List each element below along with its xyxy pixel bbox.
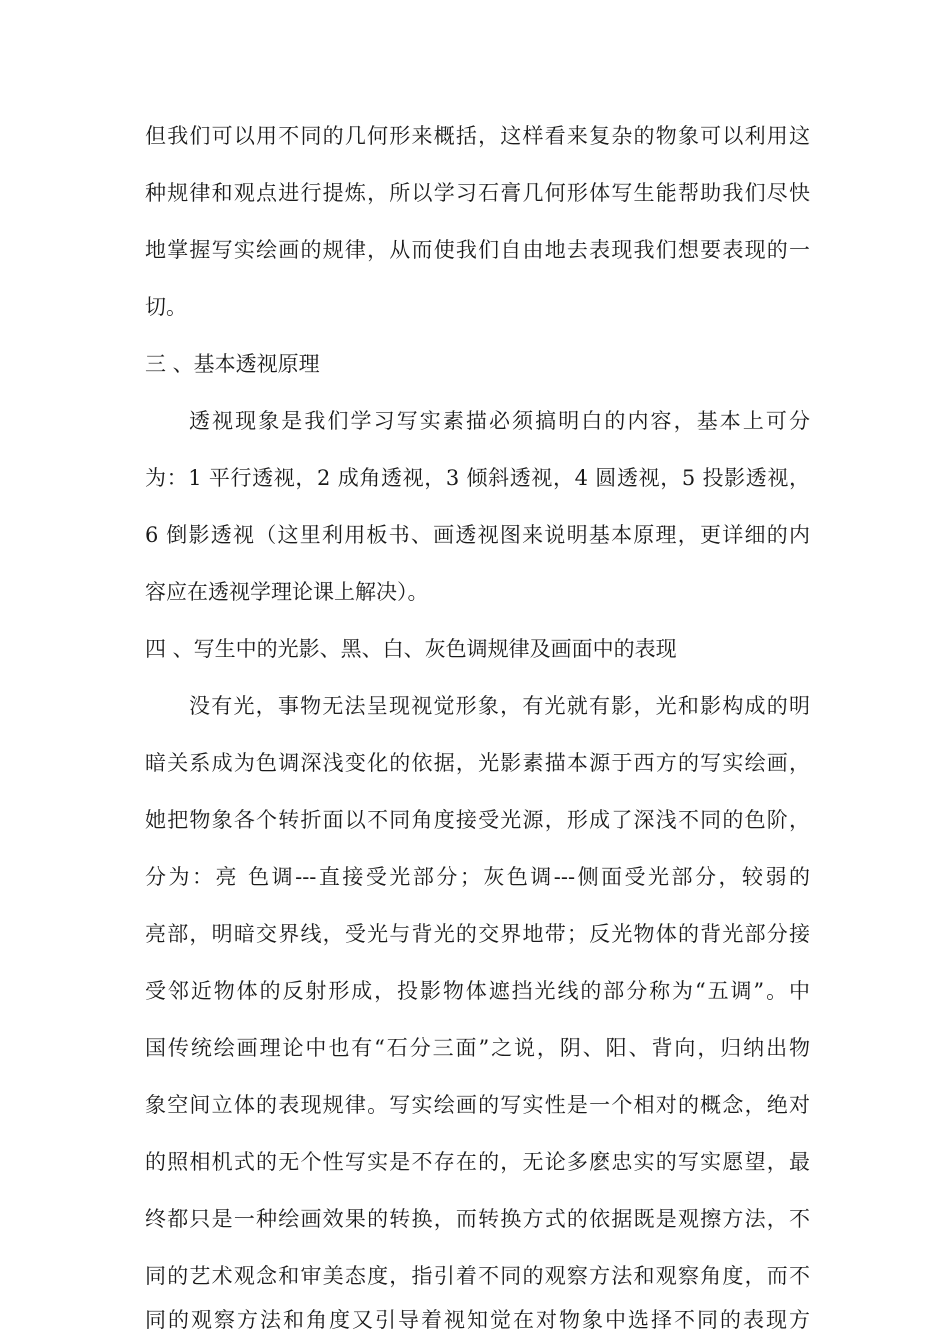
paragraph-line: 但我们可以用不同的几何形来概括，这样看来复杂的物象可以利用这 <box>145 124 810 148</box>
paragraph-line: 为：1 平行透视，2 成角透视，3 倾斜透视，4 圆透视，5 投影透视， <box>145 466 810 490</box>
paragraph-line: 暗关系成为色调深浅变化的依据，光影素描本源于西方的写实绘画， <box>145 751 810 775</box>
paragraph-line: 终都只是一种绘画效果的转换，而转换方式的依据既是观擦方法，不 <box>145 1207 810 1231</box>
paragraph-line: 容应在透视学理论课上解决）。 <box>145 580 429 604</box>
paragraph-line: 象空间立体的表现规律。写实绘画的写实性是一个相对的概念，绝对 <box>145 1093 810 1117</box>
paragraph-line: 地掌握写实绘画的规律，从而使我们自由地去表现我们想要表现的一 <box>145 238 810 262</box>
paragraph-line: 切。 <box>145 295 187 319</box>
paragraph-line: 分为：亮 色调---直接受光部分；灰色调---侧面受光部分，较弱的 <box>145 865 810 889</box>
paragraph-line: 亮部，明暗交界线，受光与背光的交界地带；反光物体的背光部分接 <box>145 922 810 946</box>
paragraph-line: 透视现象是我们学习写实素描必须搞明白的内容，基本上可分 <box>189 409 810 433</box>
paragraph-line: 同的观察方法和角度又引导着视知觉在对物象中选择不同的表现方 <box>145 1308 810 1332</box>
paragraph-line: 受邻近物体的反射形成，投影物体遮挡光线的部分称为“五调”。中 <box>145 979 810 1003</box>
paragraph-line: 她把物象各个转折面以不同角度接受光源，形成了深浅不同的色阶， <box>145 808 810 832</box>
paragraph-line: 的照相机式的无个性写实是不存在的，无论多麽忠实的写实愿望，最 <box>145 1150 810 1174</box>
paragraph-line: 国传统绘画理论中也有“石分三面”之说，阴、阳、背向，归纳出物 <box>145 1036 810 1060</box>
paragraph-line: 6 倒影透视（这里利用板书、画透视图来说明基本原理，更详细的内 <box>145 523 810 547</box>
paragraph-line: 同的艺术观念和审美态度，指引着不同的观察方法和观察角度，而不 <box>145 1264 810 1288</box>
section-heading: 四 、写生中的光影、黑、白、灰色调规律及画面中的表现 <box>145 637 677 661</box>
paragraph-line: 没有光，事物无法呈现视觉形象，有光就有影，光和影构成的明 <box>189 694 810 718</box>
paragraph-line: 种规律和观点进行提炼，所以学习石膏几何形体写生能帮助我们尽快 <box>145 181 810 205</box>
section-heading: 三 、基本透视原理 <box>145 352 320 376</box>
